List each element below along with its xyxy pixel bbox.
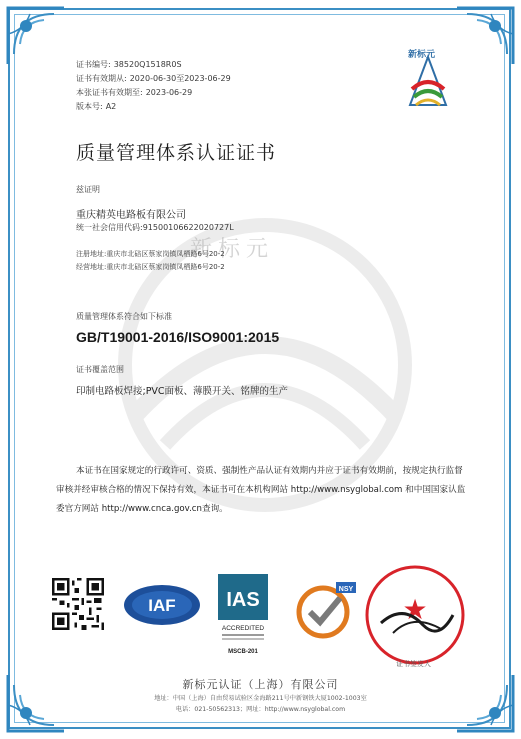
operating-address-value: 重庆市北碚区蔡家岗镇凤栖路6号20-2 — [106, 263, 225, 271]
registered-address-row — [76, 249, 225, 259]
footer-company: 新标元认证（上海）有限公司 — [182, 678, 339, 691]
cert-number-value: 38520Q1518R0S — [113, 60, 182, 69]
validity-label: 证书有效期从: — [76, 74, 127, 83]
iaf-mark — [122, 583, 202, 627]
operating-address-label: 经营地址: — [76, 263, 107, 271]
operating-address-row — [76, 262, 225, 272]
registered-address-label: 注册地址: — [76, 250, 107, 258]
current-validity-row — [76, 86, 231, 100]
nsy-certification-mark — [290, 580, 360, 640]
current-validity-label: 本张证书有效期至: — [76, 88, 143, 97]
credit-code-value: 91500106622020727L — [142, 223, 234, 232]
cert-number-label: 证书编号: — [76, 60, 111, 69]
company-name: 重庆精英电路板有限公司 — [76, 210, 186, 221]
certificate-meta — [76, 58, 231, 114]
footer-contact: 电话：021-50562313；网址：http://www.nsyglobal.com — [175, 706, 346, 713]
scope-label: 证书覆盖范围 — [76, 365, 124, 374]
corner-ornament-top-right — [453, 4, 517, 68]
version-label: 版本号: — [76, 102, 103, 111]
signer-label: 证书签发人 — [396, 660, 431, 668]
credit-code-row — [76, 222, 234, 233]
version-value: A2 — [105, 102, 117, 111]
ias-text: IAS — [226, 589, 260, 611]
current-validity-value: 2023-06-29 — [145, 88, 193, 97]
version-row — [76, 100, 231, 114]
credit-code-label: 统一社会信用代码: — [76, 223, 143, 232]
certify-label: 兹证明 — [76, 185, 100, 194]
standard-value: GB/T19001-2016/ISO9001:2015 — [76, 329, 280, 345]
qr-code — [52, 578, 104, 630]
footer-address: 地址：中国（上海）自由贸易试验区金海路211号中新钢铁大厦1002-1003室 — [154, 695, 367, 702]
watermark-text: 新标元 — [190, 237, 275, 262]
validity-row — [76, 72, 231, 86]
cert-number-row — [76, 58, 231, 72]
certificate-title: 质量管理体系认证证书 — [76, 142, 277, 164]
validity-value: 2020-06-30至2023-06-29 — [129, 74, 231, 83]
corner-ornament-top-left — [4, 4, 68, 68]
ias-code-text: MSCB-201 — [228, 649, 258, 655]
company-seal — [363, 563, 467, 667]
validity-statement: 本证书在国家规定的行政许可、资质、强制性产品认证有效期内并应于证书有效期前，按规定执行监督审核并经审核合格的情况下保持有效，本证书可在本机构网站 http://www.nsyglobal.com 和中国国家认监委官方网站 http://www.cnca.gov.cn查询。 — [56, 466, 466, 514]
iaf-text: IAF — [148, 596, 176, 615]
ias-accredited-text: ACCREDITED — [221, 625, 265, 632]
standard-label: 质量管理体系符合如下标准 — [76, 312, 172, 321]
svg-text:★: ★ — [402, 593, 428, 626]
registered-address-value: 重庆市北碚区蔡家岗镇凤栖路6号20-2 — [106, 250, 225, 258]
ias-mark — [218, 574, 268, 656]
logo-text: 新标元 — [408, 50, 436, 60]
nsy-text: NSY — [338, 586, 354, 593]
scope-value: 印制电路板焊接;PVC面板、薄膜开关、铭牌的生产 — [76, 386, 289, 397]
